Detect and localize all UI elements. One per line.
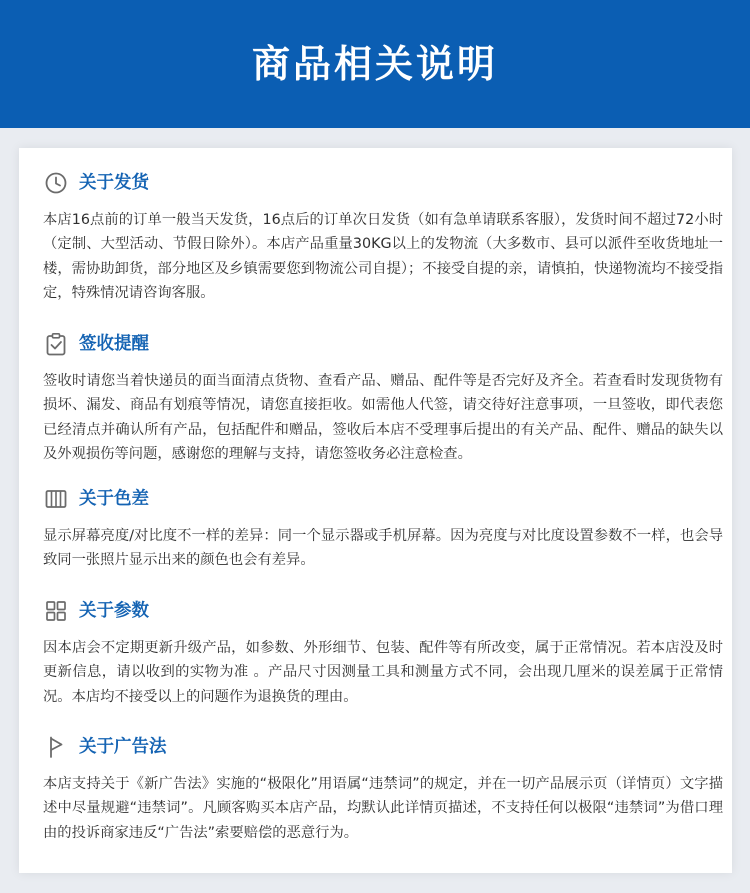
clock-icon [43,170,69,196]
grid-icon [43,598,69,624]
clipboard-check-icon [43,331,69,357]
header-banner [0,0,750,128]
flag-icon [43,734,69,760]
section-title: 关于色差 [79,489,149,509]
section-header [43,484,723,514]
section-header [43,596,723,626]
page-title: 商品相关说明 [251,42,498,86]
section-title: 关于发货 [79,173,149,193]
section-title: 签收提醒 [79,334,149,354]
section-title: 关于广告法 [79,737,167,757]
section-text: 因本店会不定期更新升级产品，如参数、外形细节、包装、配件等有所改变，属于正常情况。若本店没及时更新信息，请以收到的实物为准 。产品尺寸因测量工具和测量方式不同，会出现几厘米的误差属于正常情况。本店均不接受以上的问题作为退换货的理由。 [43,640,723,705]
section-shipping [43,168,723,305]
section-text: 签收时请您当着快递员的面当面清点货物、查看产品、赠品、配件等是否完好及齐全。若查看时发现货物有损坏、漏发、商品有划痕等情况，请您直接拒收。如需他人代签，请交待好注意事项，一旦签收，即代表您已经清点并确认所有产品，包括配件和赠品，签收后本店不受理事后提出的有关产品、配件、赠品的缺失以及外观损伤等问题，感谢您的理解与支持，请您签收务必注意检查。 [43,373,723,462]
section-header [43,168,723,198]
color-bars-icon [43,486,69,512]
section-text: 本店16点前的订单一般当天发货，16点后的订单次日发货（如有急单请联系客服），发货时间不超过72小时（定制、大型活动、节假日除外）。本店产品重量30KG以上的发物流（大多数市、县可以派件至收货地址一楼，需协助卸货，部分地区及乡镇需要您到物流公司自提）；不接受自提的亲，请慎拍，快递物流均不接受指定，特殊情况请咨询客服。 [43,212,723,301]
section-receipt [43,329,723,466]
section-text: 显示屏幕亮度/对比度不一样的差异：同一个显示器或手机屏幕。因为亮度与对比度设置参数不一样，也会导致同一张照片显示出来的颜色也会有差异。 [43,528,723,569]
info-card [19,148,732,873]
section-parameters [43,596,723,709]
section-header [43,732,723,762]
section-text: 本店支持关于《新广告法》实施的“极限化”用语属“违禁词”的规定，并在一切产品展示页（详情页）文字描述中尽量规避“违禁词”。凡顾客购买本店产品，均默认此详情页描述，不支持任何以极限“违禁词”为借口理由的投诉商家违反“广告法”索要赔偿的恶意行为。 [43,776,723,841]
section-color-difference [43,484,723,573]
section-title: 关于参数 [79,601,149,621]
section-header [43,329,723,359]
section-advertising-law [43,732,723,845]
